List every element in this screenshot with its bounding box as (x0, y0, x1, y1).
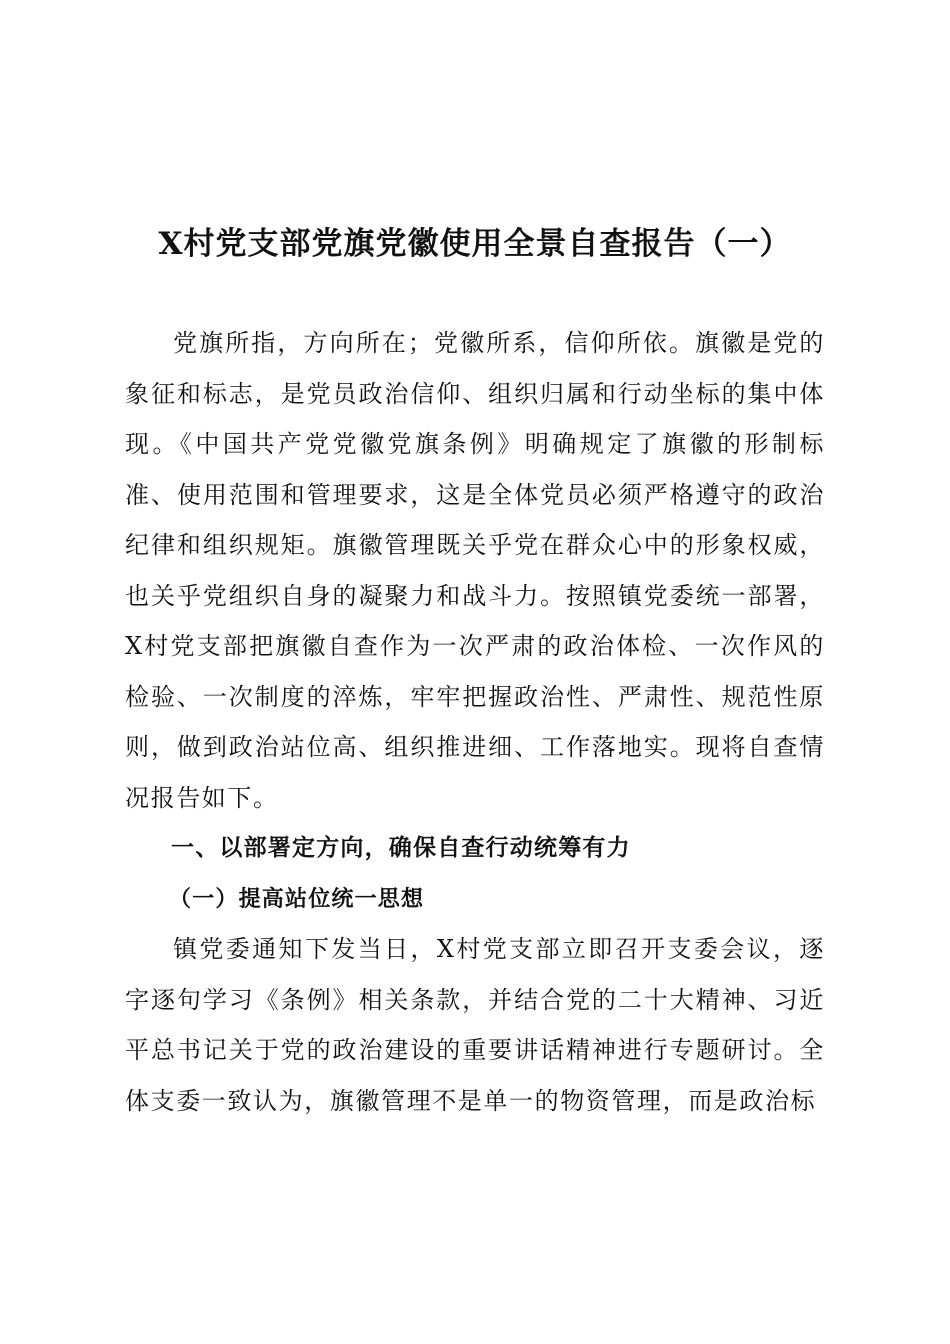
document-title: X村党支部党旗党徽使用全景自查报告（一） (158, 226, 792, 262)
subsection-heading-1: （一）提高站位统一思想 (169, 885, 425, 912)
document-body (125, 318, 825, 1126)
intro-paragraph: 党旗所指，方向所在；党徽所系，信仰所依。旗徽是党的象征和标志，是党员政治信仰、组织归属和行动坐标的集中体现。《中国共产党党徽党旗条例》明确规定了旗徽的形制标准、使用范围和管理要求，这是全体党员必须严格遵守的政治纪律和组织规矩。旗徽管理既关乎党在群众心中的形象权威，也关乎党组织自身的凝聚力和战斗力。按照镇党委统一部署，X村党支部把旗徽自查作为一次严肃的政治体检、一次作风的检验、一次制度的淬炼，牢牢把握政治性、严肃性、规范性原则，做到政治站位高、组织推进细、工作落地实。现将自查情况报告如下。 (125, 329, 825, 812)
subsection-paragraph-1: 镇党委通知下发当日，X村党支部立即召开支委会议，逐字逐句学习《条例》相关条款，并结合党的二十大精神、习近平总书记关于党的政治建设的重要讲话精神进行专题研讨。全体支委一致认为，旗徽管理不是单一的物资管理，而是政治标 (125, 935, 825, 1115)
section-heading-1: 一、以部署定方向，确保自查行动统筹有力 (171, 835, 631, 861)
